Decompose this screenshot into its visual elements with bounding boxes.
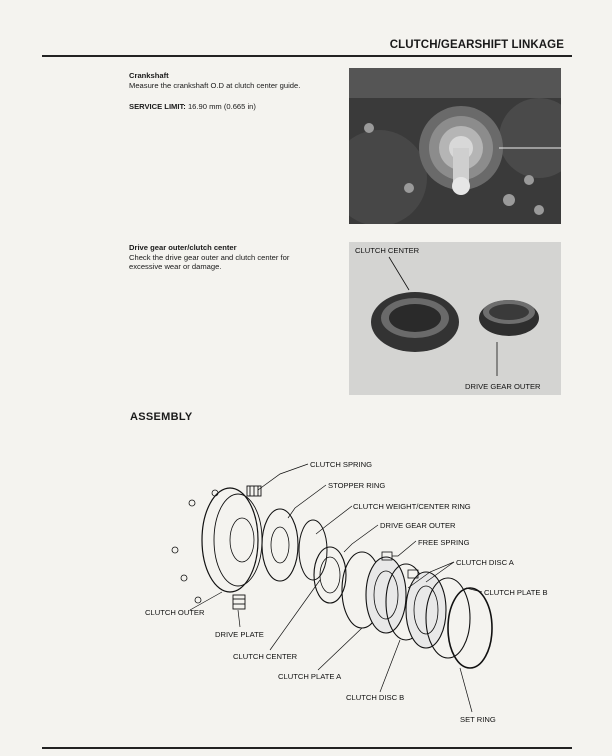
drive-gear-photo <box>349 242 561 395</box>
label-stopper-ring: STOPPER RING <box>328 481 386 490</box>
label-clutch-spring: CLUTCH SPRING <box>310 460 373 469</box>
label-drive-plate: DRIVE PLATE <box>215 630 264 639</box>
footer-rule <box>42 747 572 749</box>
label-drive-gear-outer: DRIVE GEAR OUTER <box>380 521 456 530</box>
label-clutch-disc-a: CLUTCH DISC A <box>456 558 514 567</box>
service-limit <box>129 102 339 112</box>
label-clutch-plate-a: CLUTCH PLATE A <box>278 672 342 681</box>
page-header-title: CLUTCH/GEARSHIFT LINKAGE <box>389 39 564 51</box>
clutch-center-part <box>314 547 346 603</box>
crankshaft-heading: Crankshaft <box>129 71 169 80</box>
bolts-group <box>172 490 218 603</box>
service-limit-label: SERVICE LIMIT: <box>129 102 186 112</box>
crankshaft-section <box>129 71 339 112</box>
drive-gear-instruction-1: Check the drive gear outer and clutch center for <box>129 252 290 262</box>
label-set-ring: SET RING <box>460 715 496 724</box>
service-limit-value: 16.90 mm (0.665 in) <box>187 102 256 112</box>
header-rule <box>42 55 572 57</box>
photo-label-drive-gear-outer: DRIVE GEAR OUTER <box>465 382 541 391</box>
label-clutch-center: CLUTCH CENTER <box>233 652 298 661</box>
drive-gear-instruction-2: excessive wear or damage. <box>129 262 222 272</box>
label-free-spring: FREE SPRING <box>418 538 470 547</box>
crankshaft-instruction: Measure the crankshaft O.D at clutch center guide. <box>129 80 301 90</box>
label-clutch-disc-b: CLUTCH DISC B <box>346 693 405 702</box>
label-clutch-weight-center-ring: CLUTCH WEIGHT/CENTER RING <box>353 502 471 511</box>
drive-gear-heading: Drive gear outer/clutch center <box>129 243 237 252</box>
photo-label-clutch-center: CLUTCH CENTER <box>355 246 420 255</box>
crankshaft-photo <box>349 68 561 224</box>
assembly-diagram <box>130 440 580 740</box>
set-ring-part <box>448 588 492 668</box>
label-clutch-outer: CLUTCH OUTER <box>145 608 205 617</box>
clutch-outer-part <box>202 488 262 592</box>
assembly-title: ASSEMBLY <box>130 411 193 423</box>
drive-plate-part <box>262 509 298 581</box>
drive-gear-section <box>129 243 344 272</box>
label-clutch-plate-b: CLUTCH PLATE B <box>484 588 548 597</box>
